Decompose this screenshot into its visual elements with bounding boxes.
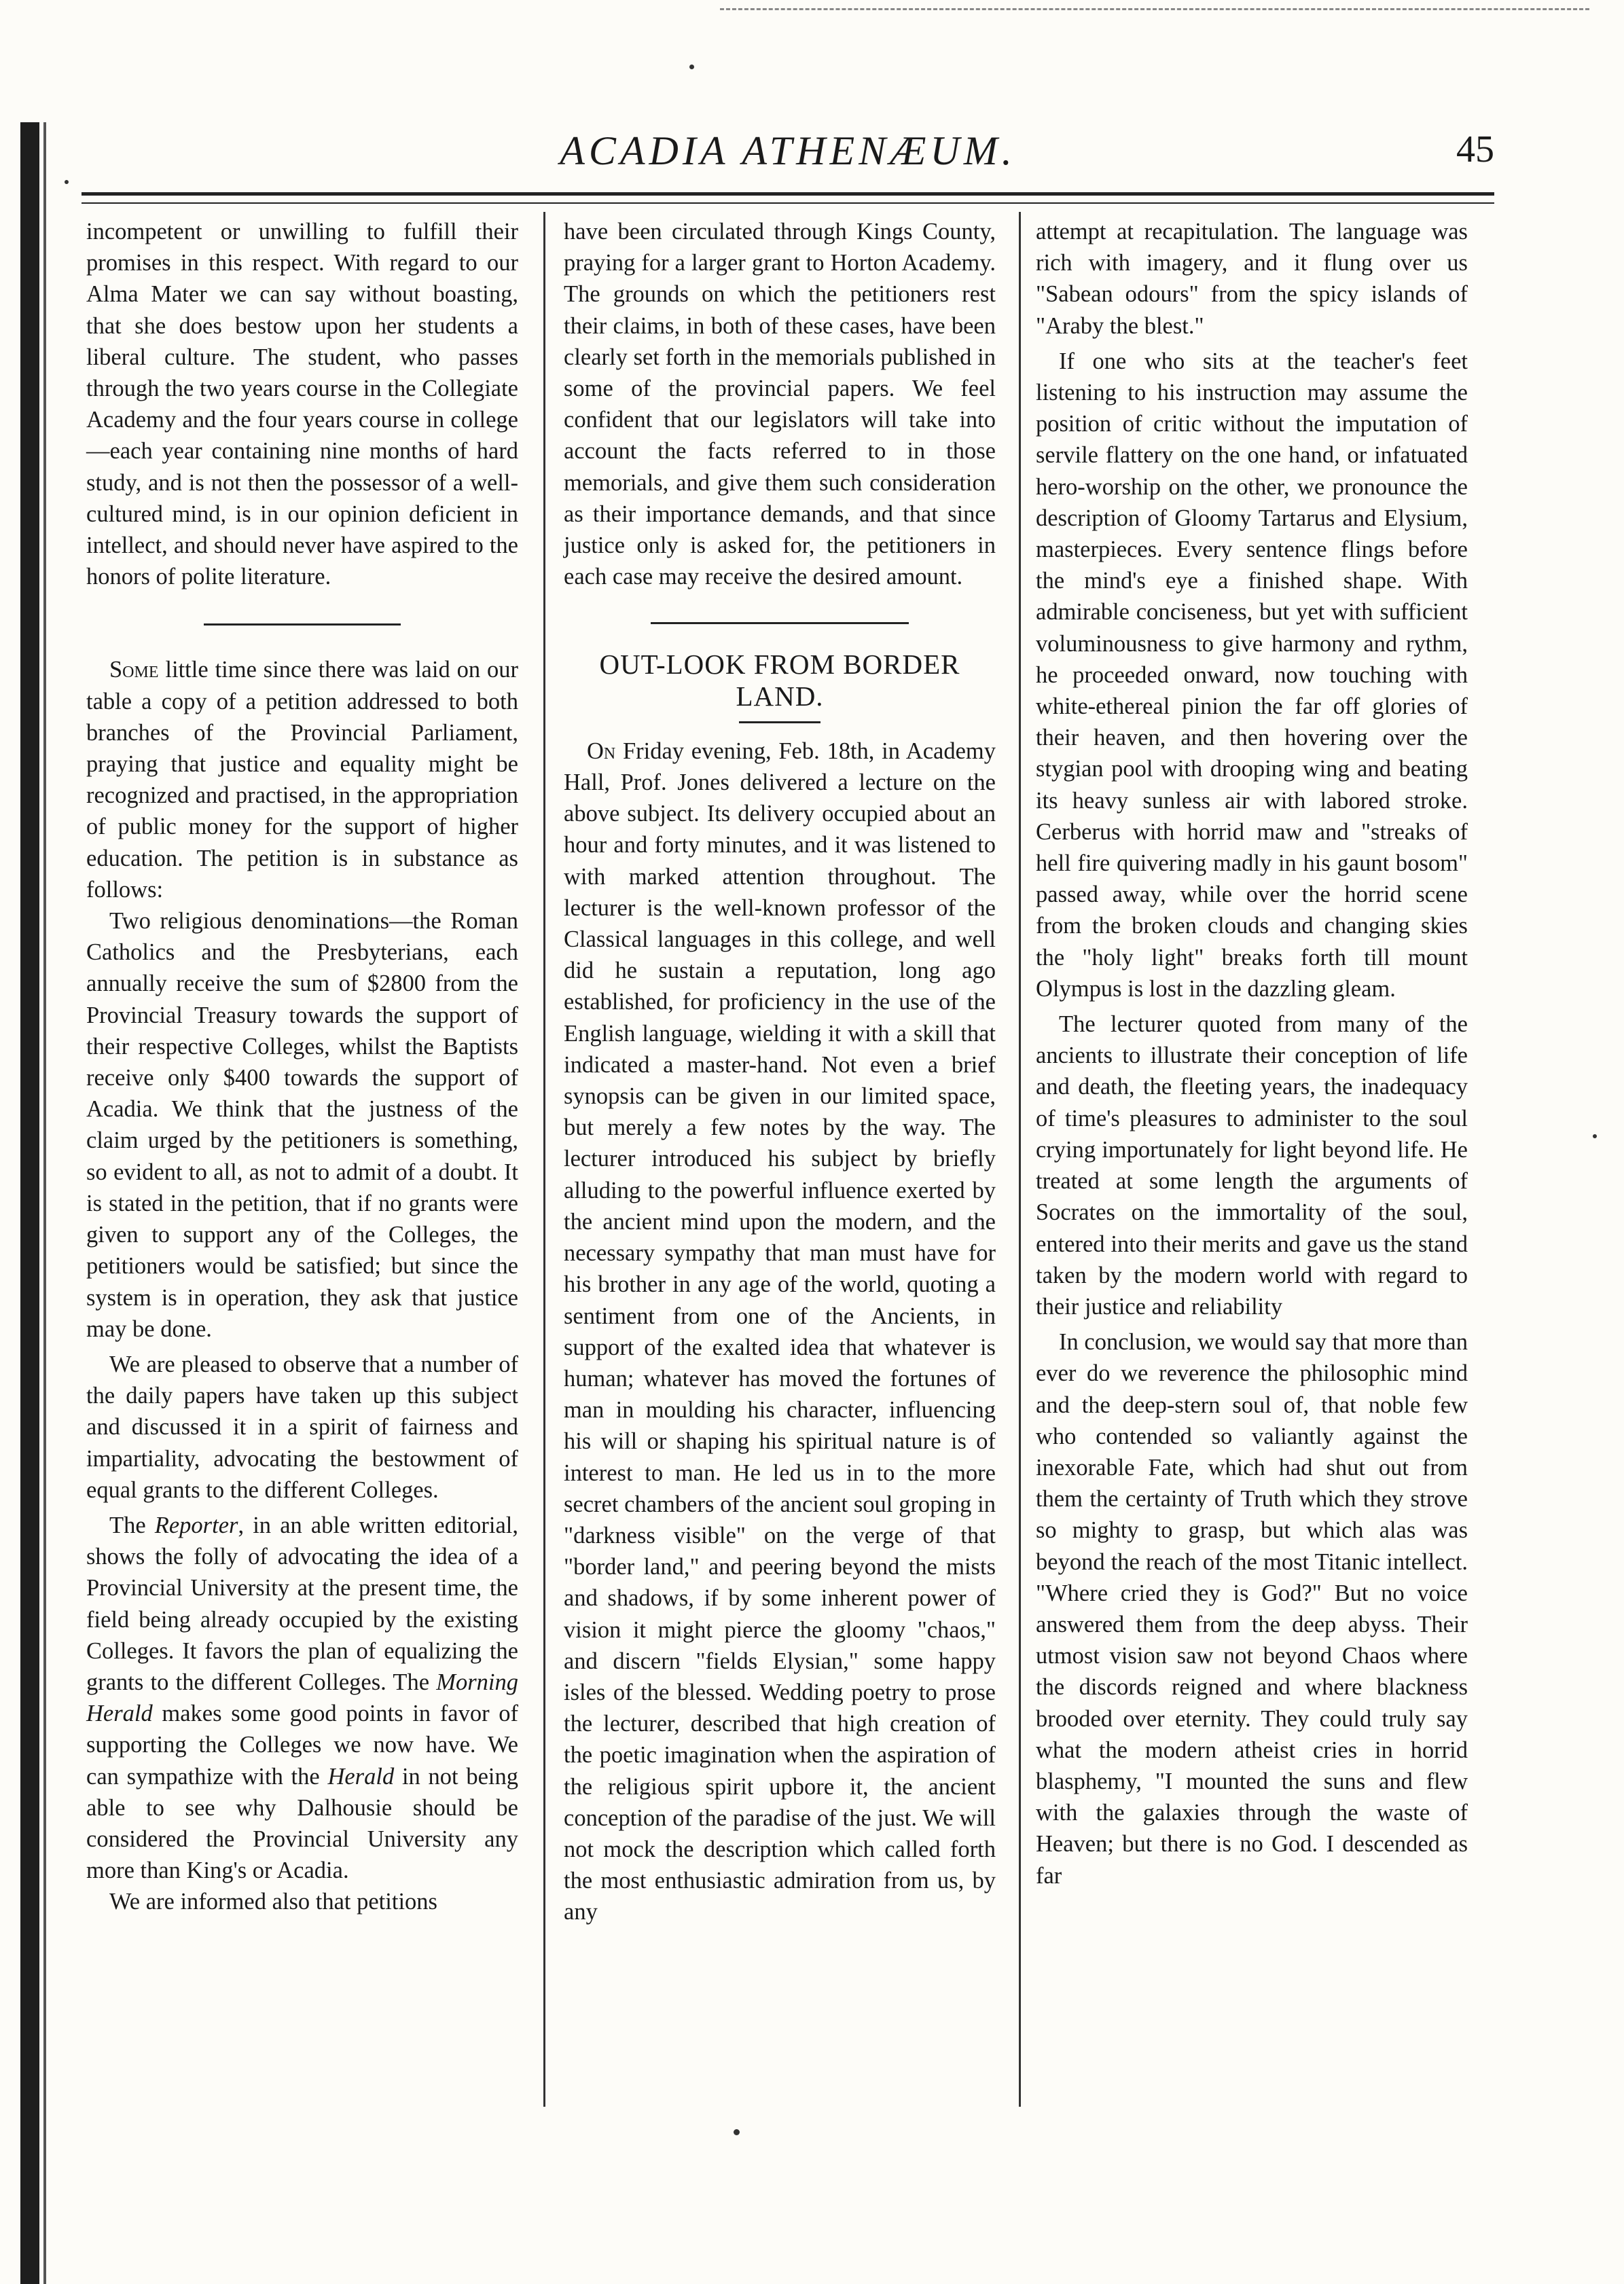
ink-speck (689, 65, 694, 69)
ink-speck (1593, 1134, 1597, 1138)
paragraph: Two religious denominations—the Roman Catholics and the Presbyterians, each annually receive the sum of $2800 from the Provincial Treasury towards the support of their respective Colleges, whilst the Baptists receive only $400 towards the support of Acadia. We think that the justness of the claim urged by the petitioners is something, so evident to all, as not to admit of a doubt. It is stated in the petition, that if no grants were given to support any of the Colleges, the petitioners would be satisfied; but since the system is in operation, they ask that justice may be done. (86, 908, 518, 1342)
paragraph-text: Friday evening, Feb. 18th, in Academy Hall, Prof. Jones delivered a lecture on the above subject. Its delivery occupied about an hour and forty minutes, and it was listened to with marked attention throughout. The lecturer is the well-known professor of the Classical languages in this college, and well did he sustain a reputation, long ago established, for proficiency in the use of the English language, wielding it with a skill that indicated a master-hand. Not even a brief synopsis can be given in our limited space, but merely a few notes by the way. The lecturer introduced his subject by briefly alluding to the powerful influence exerted by the ancient mind upon the modern, and the necessary sympathy that man must have for his brother in any age of the world, quoting a sentiment from one of the Ancients, in support of the exalted idea that whatever is human; whatever has moved the fortunes of man in moulding his character, influencing his will or shaping his spiritual nature is of interest to man. He led us in to the more secret chambers of the ancient soul groping in "darkness visible" on the verge of that "border land," and peering beyond the mists and shadows, if by some inherent power of vision it might pierce the gloomy "chaos," and discern "fields Elysian," some happy isles of the blessed. Wedding poetry to prose the lecturer, described that high creation of the poetic imagination when the aspiration of the religious spirit upbore it, the ancient conception of the paradise of the just. We will not mock the description which called forth the most enthusiastic admiration from us, by any (564, 738, 996, 1925)
paragraph: have been circulated through Kings County, praying for a larger grant to Horton Academy. The grounds on which the petitioners rest their claims, in both of these cases, have been clearly set forth in the memorials published in some of the provincial papers. We feel confident that our legislators will take into account the facts referred to in those memorials, and give them such consideration as their importance demands, and that since justice only is asked for, the petitioners in each case may receive the desired amount. (564, 219, 996, 590)
paragraph: We are informed also that petitions (109, 1889, 437, 1915)
paragraph-text: little time since there was laid on our table a copy of a petition addressed to both branches of the Provincial Parliament, praying that justice and equality might be recognized and practised, in the appropriation of public money for the support of higher education. The petition is in substance as follows: (86, 657, 518, 903)
article-headline: OUT-LOOK FROM BORDER LAND. (599, 649, 960, 712)
paragraph (86, 654, 518, 905)
paragraph: We are pleased to observe that a number of the daily papers have taken up this subject and discussed it in a spirit of fairness and impartiality, advocating the bestowment of equal grants to the different Colleges. (86, 1351, 518, 1503)
binding-edge (20, 122, 39, 2284)
paragraph: In conclusion, we would say that more than ever do we reverence the philosophic mind and the deep-stern soul of, that noble few who contended so valiantly against the inexorable Fate, which had shut out from them the certainty of Truth which they strove so mighty to grasp, but which alas was beyond the reach of the most Titanic intellect. "Where cried they is God?" But no voice answered them from the deep abyss. Their utmost vision saw not beyond Chaos where the discords reigned and where blackness brooded over eternity. They could truly say what the modern atheist cries in horrid blasphemy, "I mounted the suns and flew with the galaxies through the waste of Heaven; but there is no God. I descended as far (1036, 1329, 1468, 1889)
page-header (82, 122, 1494, 183)
paragraph-text: in not being able to see why Dalhousie should be considered the Provincial University any more than King's or Acadia. (86, 1763, 518, 1884)
ink-speck (65, 180, 69, 184)
header-rule-thick (82, 192, 1494, 196)
column-1 (86, 216, 518, 2077)
binding-edge-line (43, 122, 46, 2284)
paragraph-text: makes some good points in favor of supporting the Colleges we now have. We can sympathize with the (86, 1701, 518, 1790)
lead-in: On (587, 738, 616, 764)
header-rule-thin (82, 202, 1494, 204)
lead-in: Some (109, 657, 159, 683)
publication-name: Morning Herald (86, 1669, 518, 1727)
publication-name: Reporter (154, 1512, 238, 1538)
page-number: 45 (1456, 128, 1494, 170)
paragraph (86, 1510, 518, 1886)
top-edge-rule (720, 8, 1589, 10)
paragraph: incompetent or unwilling to fulfill their promises in this respect. With regard to our Alma Mater we can say without boasting, that she does bestow upon her students a liberal culture. The student, who passes through the two years course in the Collegiate Academy and the four years course in college—each year containing nine months of hard study, and is not then the possessor of a well-cultured mind, is in our opinion deficient in intellect, and should never have aspired to the honors of polite literature. (86, 219, 518, 590)
column-3 (1036, 216, 1468, 2077)
column-2 (564, 216, 996, 2077)
paragraph (564, 736, 996, 1928)
paragraph: attempt at recapitulation. The language was rich with imagery, and it flung over us "Sabean odours" from the spicy islands of "Araby the blest." (1036, 219, 1468, 339)
paragraph-text: The (109, 1512, 155, 1538)
paragraph-text: , in an able written editorial, shows the folly of advocating the idea of a Provincial University at the present time, the field being already occupied by the existing Colleges. It favors the plan of equalizing the grants to the different Colleges. The (86, 1512, 518, 1695)
column-divider-2 (1019, 212, 1021, 2107)
ink-speck (734, 2129, 740, 2135)
paragraph: The lecturer quoted from many of the ancients to illustrate their conception of life and death, the fleeting years, the inadequacy of time's pleasures to administer to the soul crying importunately for light beyond life. He treated at some length the arguments of Socrates on the immortality of the soul, entered into their merits and gave us the stand taken by the modern world with regard to their justice and reliability (1036, 1011, 1468, 1320)
running-title: ACADIA ATHENÆUM. (560, 128, 1016, 173)
column-divider-1 (543, 212, 545, 2107)
paragraph: If one who sits at the teacher's feet listening to his instruction may assume the position of critic without the imputation of servile flattery on the one hand, or infatuated hero-worship on the other, we pronounce the description of Gloomy Tartarus and Elysium, masterpieces. Every sentence flings before the mind's eye a finished shape. With admirable conciseness, but yet with sufficient voluminousness to give harmony and rythm, he proceeded onward, now touching with white-ethereal pinion the far off glories of their heaven, and then hovering over the stygian pool with drooping wing and beating its heavy sunless air with labored stroke. Cerberus with horrid maw and "streaks of hell fire quivering madly in his gaunt bosom" passed away, while over the horrid scene from the broken clouds and changing skies the "holy light" breaks forth till mount Olympus is lost in the dazzling gleam. (1036, 348, 1468, 1002)
publication-name: Herald (327, 1763, 395, 1790)
